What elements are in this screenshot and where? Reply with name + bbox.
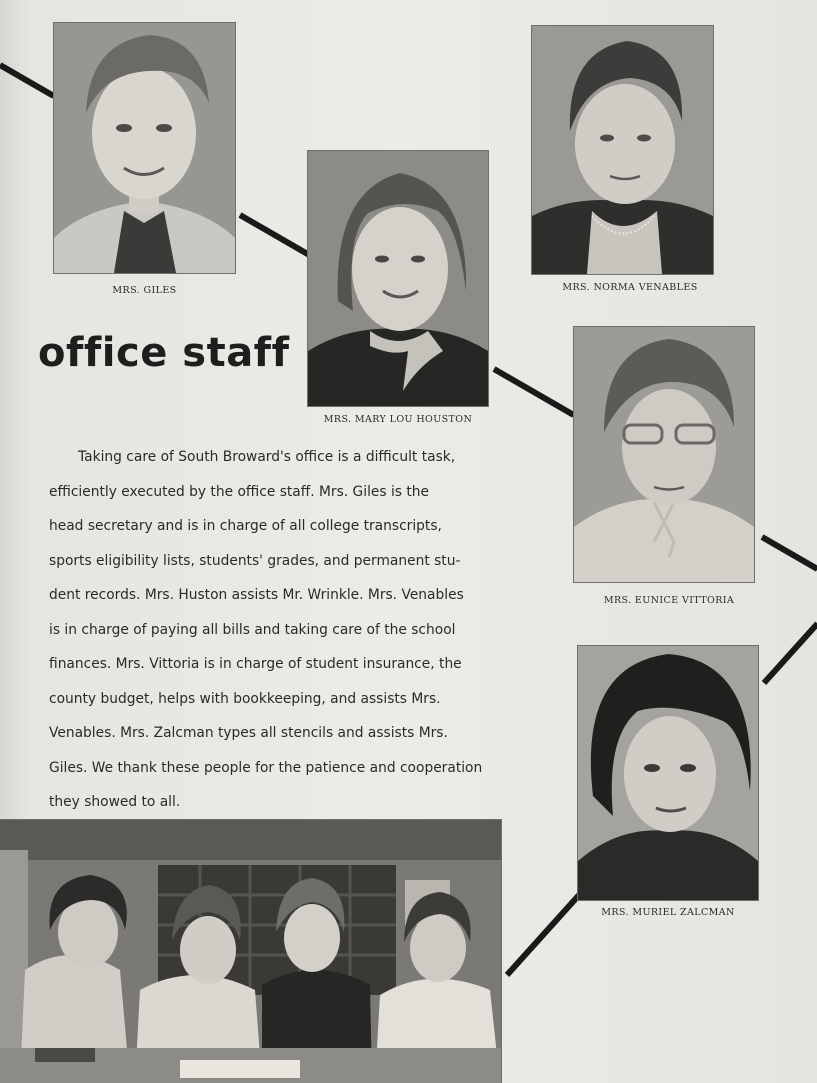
body-line: efficiently executed by the office staff. Mrs. Giles is the: [49, 483, 430, 500]
body-paragraph: [49, 440, 519, 820]
body-line: is in charge of paying all bills and taking care of the school: [49, 621, 456, 638]
body-line: Taking care of South Broward's office is a difficult task,: [78, 449, 456, 465]
portrait-venables: [532, 26, 713, 274]
page-title: office staff: [38, 330, 290, 376]
caption-houston: MRS. MARY LOU HOUSTON: [323, 414, 473, 425]
portrait-giles: [54, 23, 235, 273]
body-line: sports eligibility lists, students' grades, and permanent stu-: [49, 552, 461, 569]
caption-venables: MRS. NORMA VENABLES: [562, 282, 698, 293]
caption-zalcman: MRS. MURIEL ZALCMAN: [601, 907, 735, 918]
body-line: finances. Mrs. Vittoria is in charge of student insurance, the: [49, 656, 462, 672]
body-line: they showed to all.: [49, 794, 181, 810]
group-photo-office-staff: [0, 820, 501, 1083]
portrait-zalcman: [578, 646, 758, 900]
body-line: Venables. Mrs. Zalcman types all stencils and assists Mrs.: [49, 725, 448, 741]
caption-vittoria: MRS. EUNICE VITTORIA: [603, 595, 735, 606]
caption-giles: MRS. GILES: [112, 285, 177, 296]
body-line: county budget, helps with bookkeeping, and assists Mrs.: [49, 690, 441, 707]
body-line: Giles. We thank these people for the patience and cooperation: [49, 759, 483, 776]
portrait-vittoria: [574, 327, 754, 582]
body-line: dent records. Mrs. Huston assists Mr. Wrinkle. Mrs. Venables: [49, 587, 464, 603]
portrait-houston: [308, 151, 488, 406]
body-line: head secretary and is in charge of all college transcripts,: [49, 518, 442, 534]
